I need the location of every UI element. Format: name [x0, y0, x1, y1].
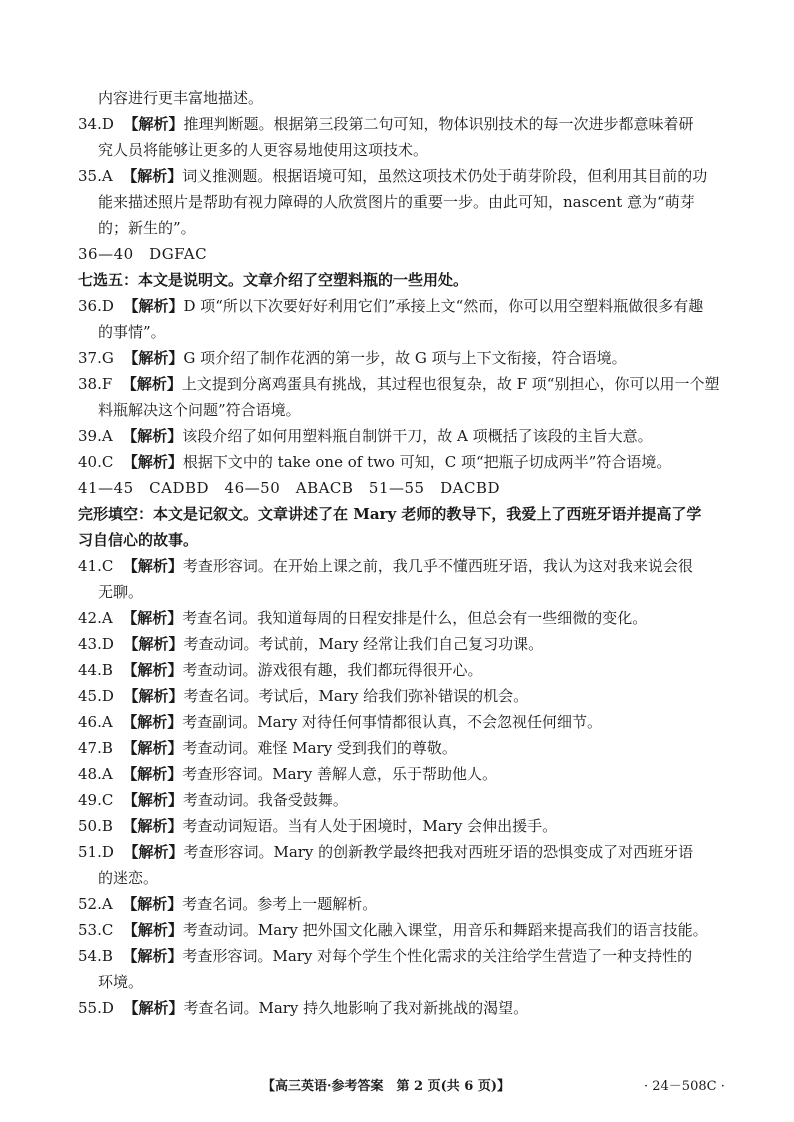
- question-number: 55.D: [78, 999, 114, 1017]
- answer-line: [78, 215, 718, 241]
- question-number: 50.B: [78, 817, 113, 835]
- answer-line: [78, 579, 718, 605]
- analysis-tag: 【解析】: [122, 765, 183, 783]
- question-number: 39.A: [78, 427, 113, 445]
- analysis-tag: 【解析】: [122, 427, 183, 445]
- line-text: 词义推测题。根据语境可知，虽然这项技术仍处于萌芽阶段，但利用其目前的功: [182, 167, 708, 185]
- line-text: 41—45 CADBD 46—50 ABACB 51—55 DACBD: [78, 479, 500, 497]
- line-text: 考查动词。我备受鼓舞。: [182, 791, 348, 809]
- question-number: 35.A: [78, 167, 113, 185]
- answer-line: [78, 397, 718, 423]
- question-number: 51.D: [78, 843, 114, 861]
- answer-line: [78, 787, 718, 813]
- answer-line: [78, 631, 718, 657]
- answer-line: [78, 85, 718, 111]
- question-number: 40.C: [78, 453, 114, 471]
- answer-line: [78, 683, 718, 709]
- answer-line: [78, 345, 718, 371]
- line-text: 36—40 DGFAC: [78, 245, 208, 263]
- answer-line: [78, 657, 718, 683]
- line-text: 考查副词。Mary 对待任何事情都很认真，不会忽视任何细节。: [182, 713, 602, 731]
- question-number: 53.C: [78, 921, 114, 939]
- line-text: 的迷恋。: [98, 869, 159, 887]
- analysis-tag: 【解析】: [122, 817, 183, 835]
- line-text: 根据下文中的 take one of two 可知，C 项“把瓶子切成两半”符合语境。: [182, 453, 672, 471]
- analysis-tag: 【解析】: [122, 557, 183, 575]
- answer-line: [78, 761, 718, 787]
- analysis-tag: 【解析】: [123, 635, 184, 653]
- line-text: 上文提到分离鸡蛋具有挑战，其过程也很复杂，故 F 项“别担心，你可以用一个塑: [181, 375, 720, 393]
- question-number: 45.D: [78, 687, 114, 705]
- line-text: 料瓶解决这个问题”符合语境。: [98, 401, 301, 419]
- line-text: D 项“所以下次要好好利用它们”承接上文“然而，你可以用空塑料瓶做很多有趣: [183, 297, 704, 315]
- analysis-tag: 【解析】: [121, 375, 182, 393]
- answer-line: [78, 293, 718, 319]
- answer-line: [78, 995, 718, 1021]
- answer-line: [78, 241, 718, 267]
- question-number: 44.B: [78, 661, 113, 679]
- answer-line: [78, 319, 718, 345]
- line-text: 该段介绍了如何用塑料瓶自制饼干刀，故 A 项概括了该段的主旨大意。: [182, 427, 653, 445]
- line-text: 的；新生的”。: [98, 219, 196, 237]
- question-number: 34.D: [78, 115, 114, 133]
- line-text: 考查动词。Mary 把外国文化融入课堂，用音乐和舞蹈来提高我们的语言技能。: [182, 921, 708, 939]
- analysis-tag: 【解析】: [122, 791, 183, 809]
- line-text: 考查动词。难怪 Mary 受到我们的尊敬。: [182, 739, 457, 757]
- question-number: 37.G: [78, 349, 114, 367]
- analysis-tag: 【解析】: [122, 921, 183, 939]
- line-text: 考查形容词。Mary 善解人意，乐于帮助他人。: [182, 765, 497, 783]
- line-text: 推理判断题。根据第三段第二句可知，物体识别技术的每一次进步都意味着研: [183, 115, 694, 133]
- analysis-tag: 【解析】: [122, 713, 183, 731]
- line-text: 考查名词。参考上一题解析。: [182, 895, 378, 913]
- line-text: 考查动词短语。当有人处于困境时，Mary 会伸出援手。: [182, 817, 558, 835]
- line-text: 环境。: [98, 973, 144, 991]
- question-number: 52.A: [78, 895, 113, 913]
- analysis-tag: 【解析】: [122, 739, 183, 757]
- line-text: 考查名词。我知道每周的日程安排是什么，但总会有一些细微的变化。: [182, 609, 648, 627]
- line-text: 考查名词。Mary 持久地影响了我对新挑战的渴望。: [183, 999, 529, 1017]
- line-text: 无聊。: [98, 583, 144, 601]
- answer-key-body: [78, 85, 718, 1021]
- question-number: 54.B: [78, 947, 113, 965]
- analysis-tag: 【解析】: [123, 349, 184, 367]
- answer-line: [78, 969, 718, 995]
- answer-line: [78, 865, 718, 891]
- analysis-tag: 【解析】: [123, 115, 184, 133]
- answer-line: [78, 605, 718, 631]
- answer-line: [78, 813, 718, 839]
- analysis-tag: 【解析】: [122, 609, 183, 627]
- question-number: 49.C: [78, 791, 114, 809]
- line-text: 考查名词。考试后，Mary 给我们弥补错误的机会。: [183, 687, 529, 705]
- question-number: 36.D: [78, 297, 114, 315]
- answer-line: [78, 501, 718, 527]
- question-number: 43.D: [78, 635, 114, 653]
- page-footer: [0, 1076, 794, 1098]
- line-text: 完形填空：本文是记叙文。文章讲述了在 Mary 老师的教导下，我爱上了西班牙语并提高了学: [78, 505, 702, 523]
- analysis-tag: 【解析】: [122, 661, 183, 679]
- answer-line: [78, 527, 718, 553]
- line-text: 内容进行更丰富地描述。: [98, 89, 264, 107]
- line-text: 的事情”。: [98, 323, 166, 341]
- answer-line: [78, 111, 718, 137]
- question-number: 42.A: [78, 609, 113, 627]
- answer-line: [78, 709, 718, 735]
- analysis-tag: 【解析】: [123, 297, 184, 315]
- footer-page-info: 【高三英语·参考答案 第 2 页(共 6 页)】: [262, 1079, 511, 1094]
- question-number: 41.C: [78, 557, 114, 575]
- analysis-tag: 【解析】: [123, 843, 184, 861]
- line-text: 考查形容词。Mary 的创新教学最终把我对西班牙语的恐惧变成了对西班牙语: [183, 843, 694, 861]
- line-text: G 项介绍了制作花洒的第一步，故 G 项与上下文衔接，符合语境。: [183, 349, 627, 367]
- question-number: 46.A: [78, 713, 113, 731]
- line-text: 考查动词。考试前，Mary 经常让我们自己复习功课。: [183, 635, 544, 653]
- line-text: 考查动词。游戏很有趣，我们都玩得很开心。: [182, 661, 483, 679]
- answer-line: [78, 267, 718, 293]
- analysis-tag: 【解析】: [123, 999, 184, 1017]
- analysis-tag: 【解析】: [122, 167, 183, 185]
- question-number: 47.B: [78, 739, 113, 757]
- answer-line: [78, 891, 718, 917]
- answer-line: [78, 371, 718, 397]
- analysis-tag: 【解析】: [122, 947, 183, 965]
- footer-doc-code: · 24－508C ·: [644, 1079, 725, 1094]
- answer-line: [78, 137, 718, 163]
- line-text: 考查形容词。在开始上课之前，我几乎不懂西班牙语，我认为这对我来说会很: [182, 557, 693, 575]
- question-number: 38.F: [78, 375, 113, 393]
- answer-line: [78, 735, 718, 761]
- analysis-tag: 【解析】: [122, 895, 183, 913]
- line-text: 七选五：本文是说明文。文章介绍了空塑料瓶的一些用处。: [78, 271, 469, 289]
- answer-line: [78, 163, 718, 189]
- analysis-tag: 【解析】: [122, 453, 183, 471]
- line-text: 能来描述照片是帮助有视力障碍的人欣赏图片的重要一步。由此可知，nascent 意为“萌芽: [98, 193, 695, 211]
- answer-line: [78, 917, 718, 943]
- answer-line: [78, 943, 718, 969]
- analysis-tag: 【解析】: [123, 687, 184, 705]
- answer-line: [78, 449, 718, 475]
- answer-line: [78, 475, 718, 501]
- answer-line: [78, 189, 718, 215]
- line-text: 习自信心的故事。: [78, 531, 199, 549]
- answer-line: [78, 839, 718, 865]
- answer-line: [78, 423, 718, 449]
- line-text: 考查形容词。Mary 对每个学生个性化需求的关注给学生营造了一种支持性的: [182, 947, 693, 965]
- question-number: 48.A: [78, 765, 113, 783]
- answer-line: [78, 553, 718, 579]
- line-text: 究人员将能够让更多的人更容易地使用这项技术。: [98, 141, 429, 159]
